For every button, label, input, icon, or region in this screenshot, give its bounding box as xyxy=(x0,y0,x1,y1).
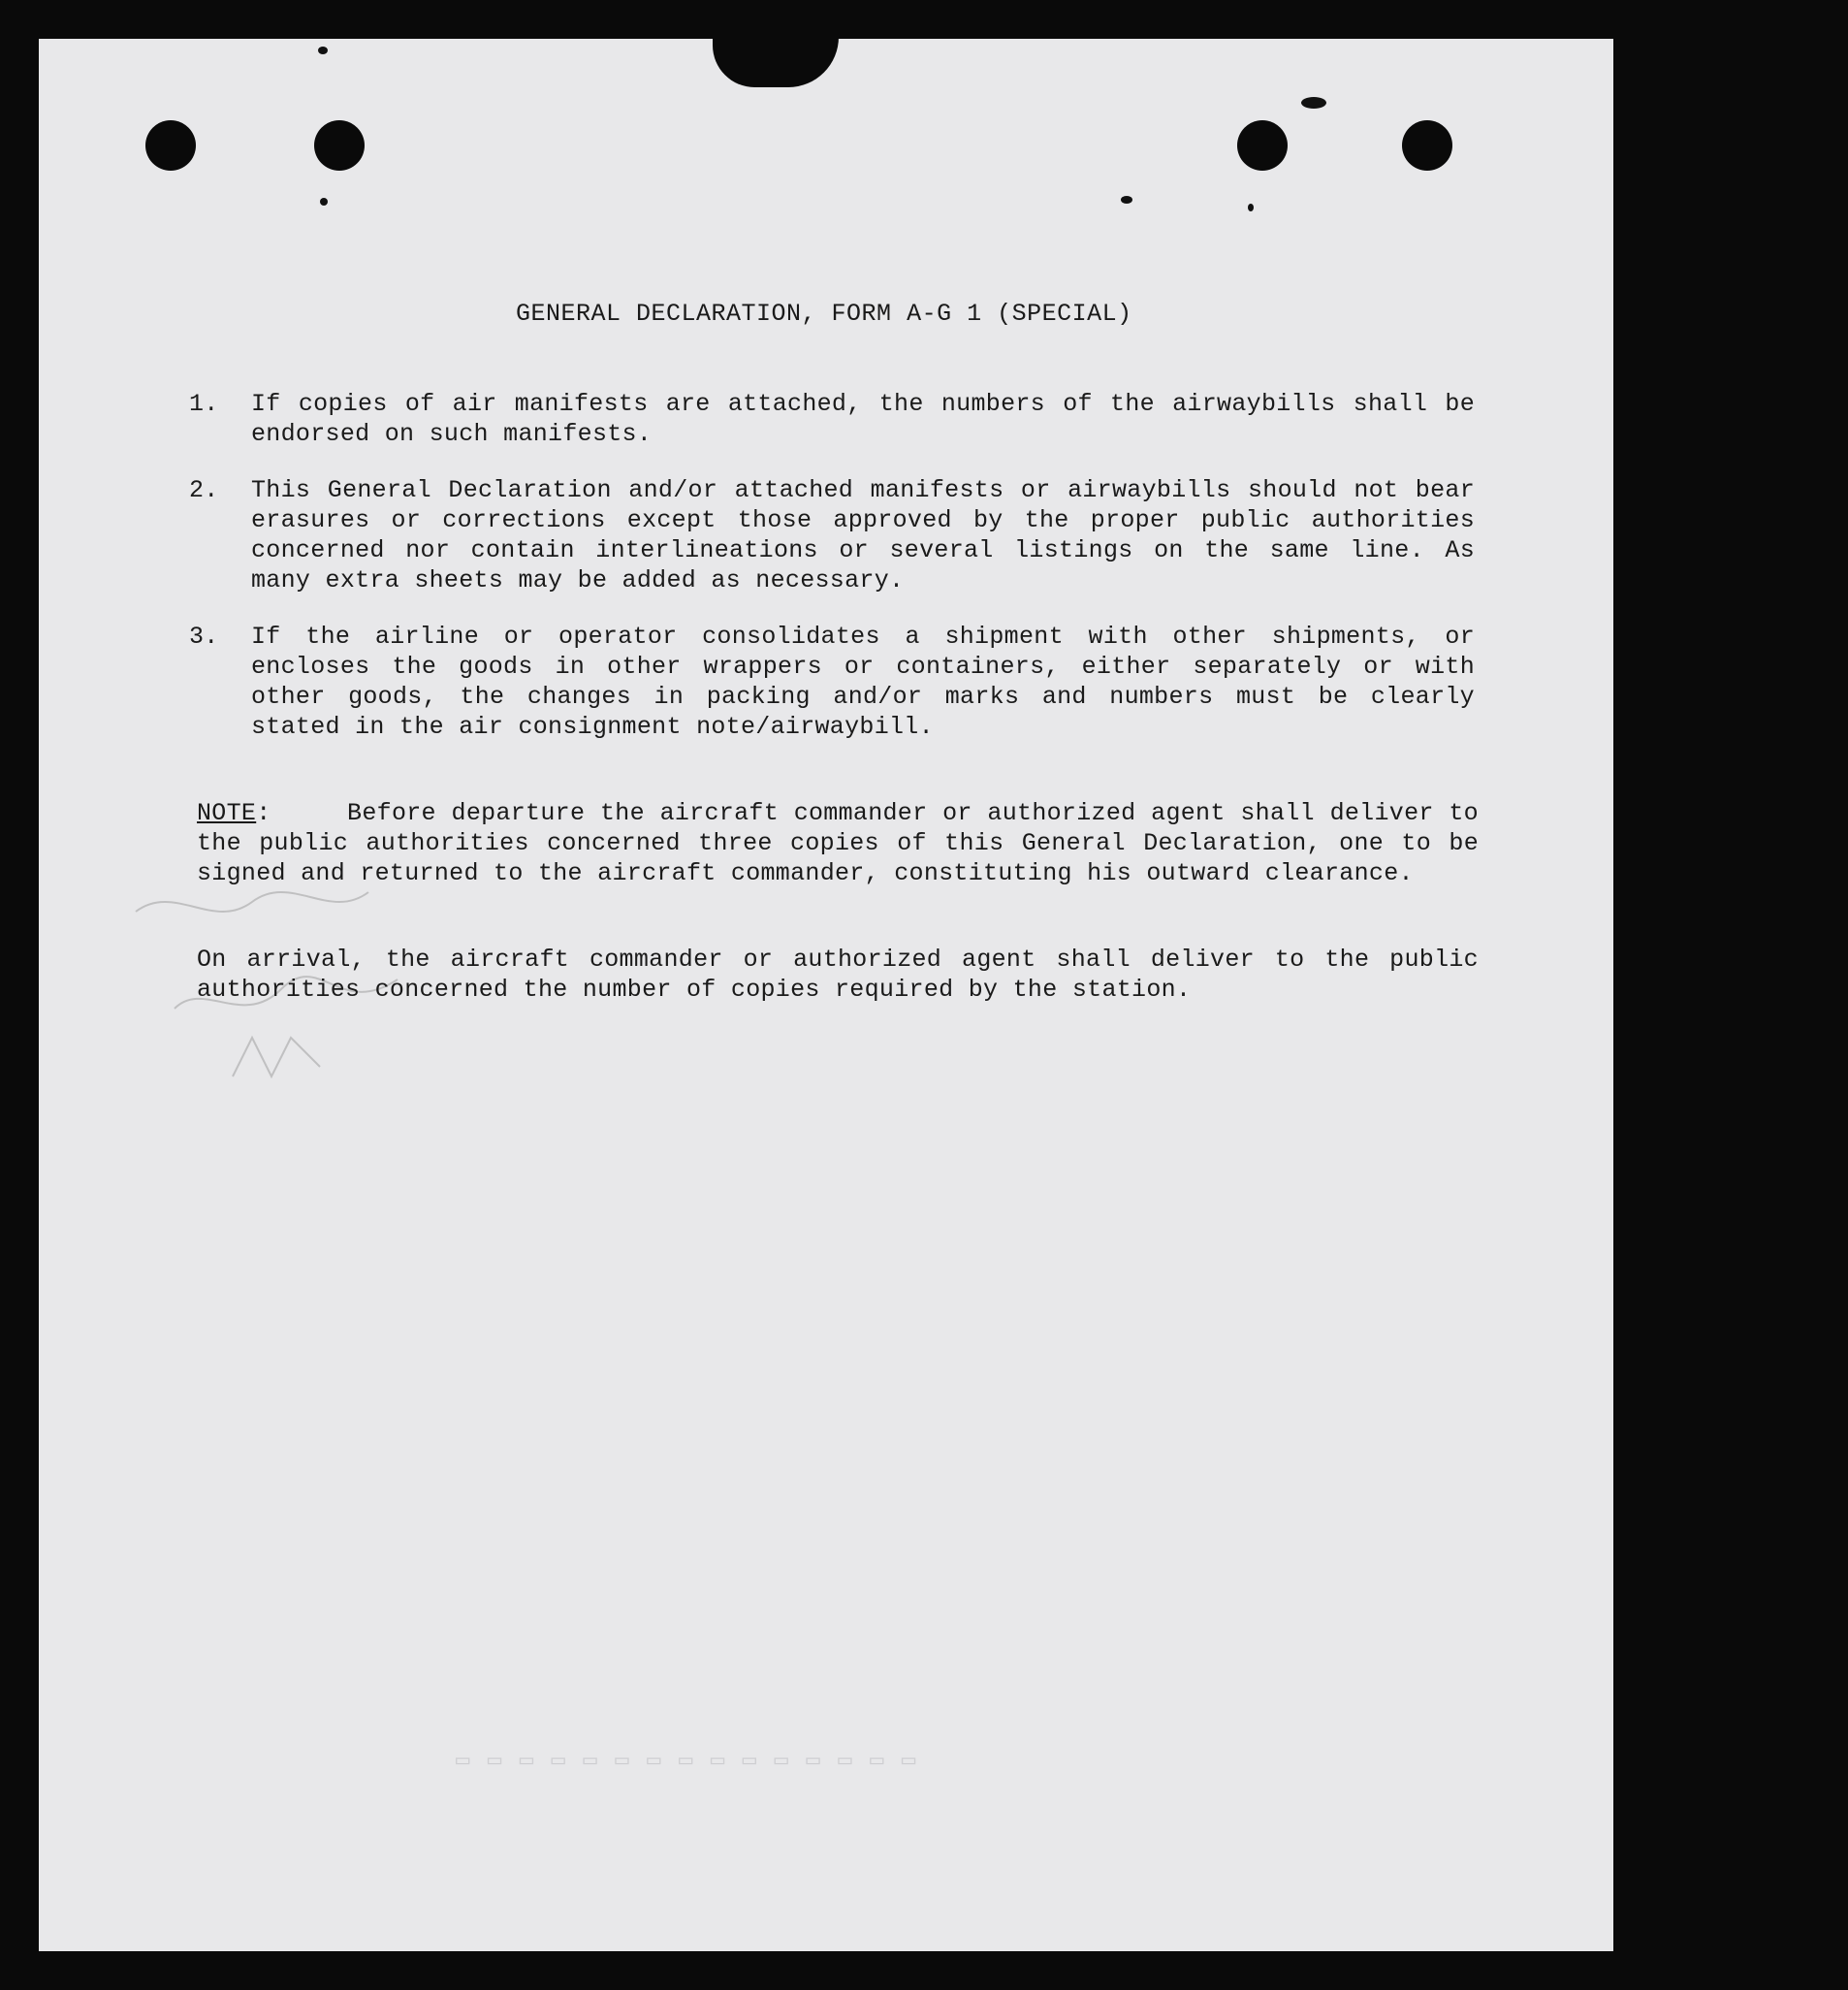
note-paragraph: NOTE: Before departure the aircraft commander or authorized agent shall deliver to the public authorities concerned three copies of this General Declaration, one to be signed and returned to the aircraft commander, constituting his outward clearance. xyxy=(197,799,1479,887)
speck xyxy=(320,198,328,206)
item-number: 2. xyxy=(189,476,219,504)
item-text: This General Declaration and/or attached manifests or airwaybills should not bear erasures or corrections except those approved by the proper public authorities concerned nor contain interlineations or several listings on the same line. As many extra sheets may be added as necessary. xyxy=(251,476,1475,594)
speck xyxy=(1248,204,1254,211)
item-text: If the airline or operator consolidates a shipment with other shipments, or encloses the goods in other wrappers or containers, either separately or with other goods, the changes in packing and/or marks and numbers must be clearly stated in the air consignment note/airwaybill. xyxy=(251,623,1475,741)
punch-hole-2 xyxy=(314,120,365,171)
arrival-text: On arrival, the aircraft commander or authorized agent shall deliver to the public authorities concerned the number of copies required by the station. xyxy=(197,946,1479,1004)
punch-hole-1 xyxy=(145,120,196,171)
speck xyxy=(1121,196,1132,204)
note-text: Before departure the aircraft commander or authorized agent shall deliver to the public authorities concerned three copies of this General Declaration, one to be signed and returned to the aircraft commander, constituting his outward clearance. xyxy=(197,799,1479,887)
item-number: 3. xyxy=(189,623,219,651)
speck xyxy=(318,47,328,54)
note-label: NOTE xyxy=(197,799,257,827)
bleed-through-text: ▭ ▭ ▭ ▭ ▭ ▭ ▭ ▭ ▭ ▭ ▭ ▭ ▭ ▭ ▭ xyxy=(456,1749,918,1775)
punch-hole-4 xyxy=(1402,120,1452,171)
item-text: If copies of air manifests are attached, the numbers of the airwaybills shall be endorsed on such manifests. xyxy=(251,390,1475,448)
speck xyxy=(1301,97,1326,109)
arrival-paragraph xyxy=(197,945,1479,1005)
item-number: 1. xyxy=(189,390,219,418)
form-title: GENERAL DECLARATION, FORM A-G 1 (SPECIAL) xyxy=(516,300,1132,328)
punch-hole-3 xyxy=(1237,120,1288,171)
